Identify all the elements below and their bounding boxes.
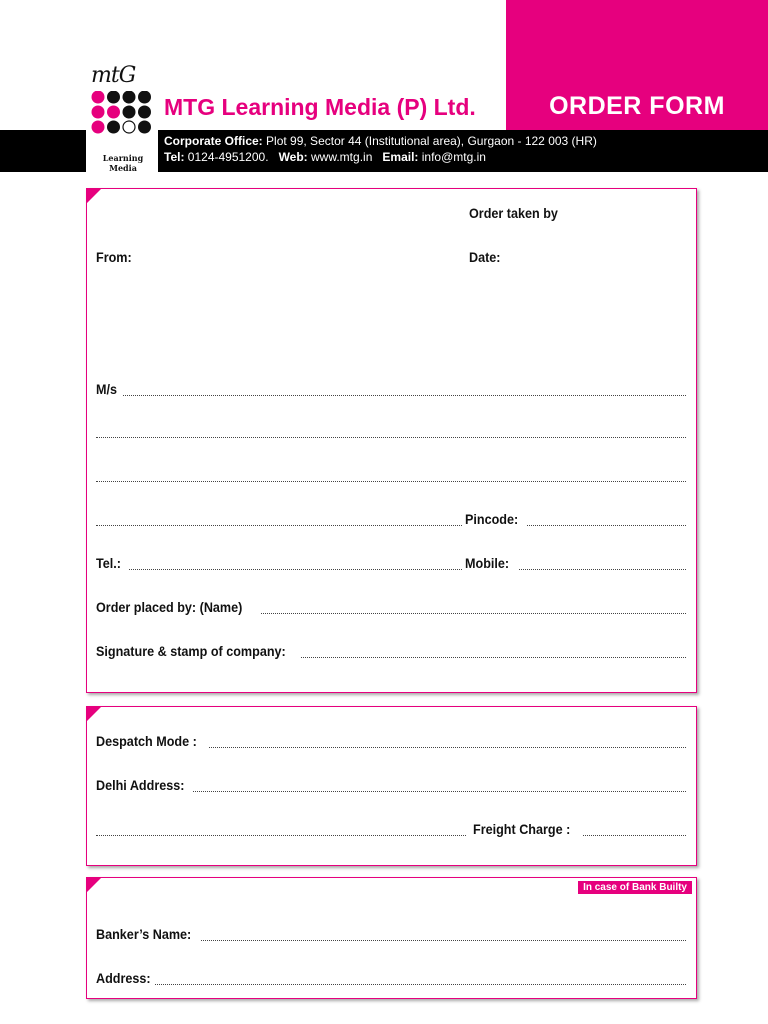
logo-wordmark: mtG [91,63,136,88]
logo-dots-icon [91,91,153,139]
bank-address-label: Address: [96,970,151,986]
panel-corner-mark [87,189,101,203]
date-label: Date: [469,249,501,265]
office-line [164,134,597,148]
bank-builty-panel [86,877,697,999]
contact-line [164,150,486,164]
despatch-mode-label: Despatch Mode : [96,733,197,749]
signature-label: Signature & stamp of company: [96,643,286,659]
despatch-mode-field[interactable] [209,747,686,748]
tel-label: Tel.: [96,555,121,571]
tel-label: Tel: [164,150,185,164]
order-placed-by-field[interactable] [261,613,686,614]
freight-charge-label: Freight Charge : [473,821,571,837]
order-taken-by-label: Order taken by [469,205,558,221]
web-label: Web: [278,150,308,164]
bank-builty-badge: In case of Bank Builty [578,881,692,894]
pincode-field[interactable] [527,525,686,526]
delhi-address-line-2-field[interactable] [96,835,466,836]
delhi-address-field[interactable] [193,791,686,792]
ms-field[interactable] [123,395,686,396]
address-line-2-field[interactable] [96,481,686,482]
freight-charge-field[interactable] [583,835,686,836]
address-line-3-field[interactable] [96,525,462,526]
order-details-panel [86,188,697,693]
logo-caption: Learning Media [102,153,144,173]
from-label: From: [96,249,132,265]
address-line-1-field[interactable] [96,437,686,438]
banker-name-label: Banker’s Name: [96,926,192,942]
ms-label: M/s [96,381,118,397]
tel-field[interactable] [129,569,462,570]
email-value[interactable]: info@mtg.in [421,150,486,164]
office-label: Corporate Office: [164,134,263,148]
order-placed-by-label: Order placed by: (Name) [96,599,243,615]
email-label: Email: [382,150,419,164]
bank-address-field[interactable] [155,984,686,985]
mobile-field[interactable] [519,569,686,570]
pincode-label: Pincode: [465,511,519,527]
despatch-panel [86,706,697,866]
signature-field[interactable] [301,657,686,658]
panel-corner-mark [87,878,101,892]
form-title: ORDER FORM [549,92,725,120]
delhi-address-label: Delhi Address: [96,777,185,793]
office-address: Plot 99, Sector 44 (Institutional area), Gurgaon - 122 003 (HR) [266,134,597,148]
tel-value: 0124-4951200. [187,150,269,164]
mobile-label: Mobile: [465,555,510,571]
company-name: MTG Learning Media (P) Ltd. [164,94,476,120]
panel-corner-mark [87,707,101,721]
web-value[interactable]: www.mtg.in [311,150,373,164]
banker-name-field[interactable] [201,940,686,941]
